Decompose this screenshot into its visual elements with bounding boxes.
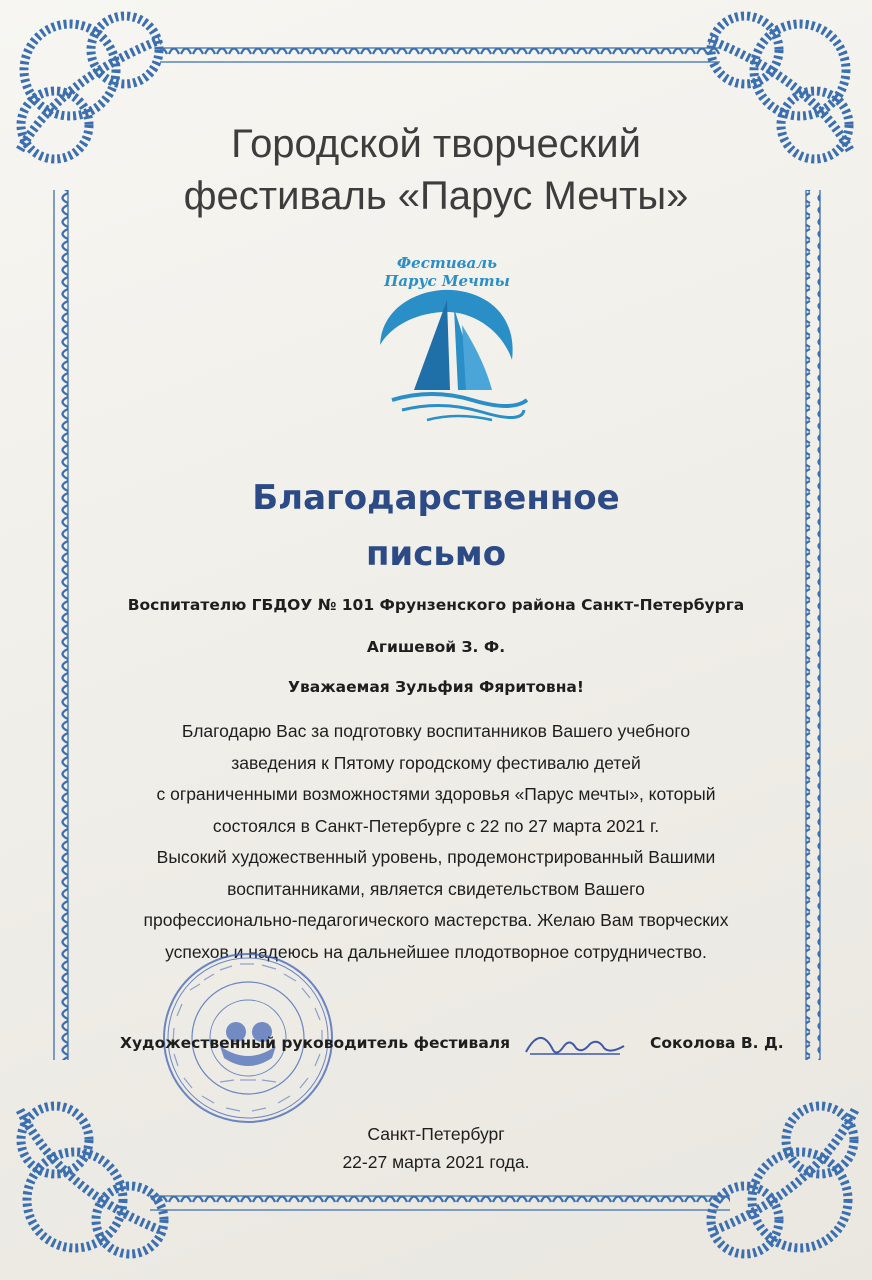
document-title-line1: Благодарственное [252,478,620,518]
recipient-line: Воспитателю ГБДОУ № 101 Фрунзенского района Санкт-Петербурга [127,596,745,614]
body-line: состоялся в Санкт-Петербурге с 22 по 27 марта 2021 г. [212,815,660,836]
festival-logo [352,250,542,430]
body-line: воспитанниками, является свидетельством Вашего [227,878,645,899]
footer-dates: 22-27 марта 2021 года. [342,1152,530,1172]
recipient-name: Агишевой З. Ф. [366,638,506,656]
rope-bottom [150,1196,730,1210]
rope-top [160,48,720,62]
signature-mark [520,1018,632,1068]
body-line: Благодарю Вас за подготовку воспитанников Вашего учебного [181,721,691,741]
document-title-line2: письмо [365,534,507,574]
logo-text-line1: Фестиваль [396,254,498,272]
signatory-role: Художественный руководитель фестиваля [120,1034,511,1052]
footer [0,1120,872,1176]
greeting: Уважаемая Зульфия Фяритовна! [288,678,584,696]
festival-title-line2: фестиваль «Парус Мечты» [183,174,689,218]
body-line: профессионально-педагогического мастерства. Желаю Вам творческих [143,910,729,930]
logo-text-line2: Парус Мечты [384,272,510,290]
letter-body [60,716,812,968]
body-line: успехов и надеюсь на дальнейшее плодотворное сотрудничество. [165,941,707,962]
body-line: заведения к Пятому городскому фестивалю детей [231,752,641,773]
body-line: с ограниченными возможностями здоровья «Парус мечты», который [156,784,716,804]
festival-title [0,118,872,222]
sail-icon [352,250,542,430]
body-line: Высокий художественный уровень, продемонстрированный Вашими [156,847,716,867]
footer-city: Санкт-Петербург [367,1124,505,1144]
signatory-name: Соколова В. Д. [650,1034,784,1052]
festival-title-line1: Городской творческий [231,122,641,166]
document-title [0,470,872,582]
